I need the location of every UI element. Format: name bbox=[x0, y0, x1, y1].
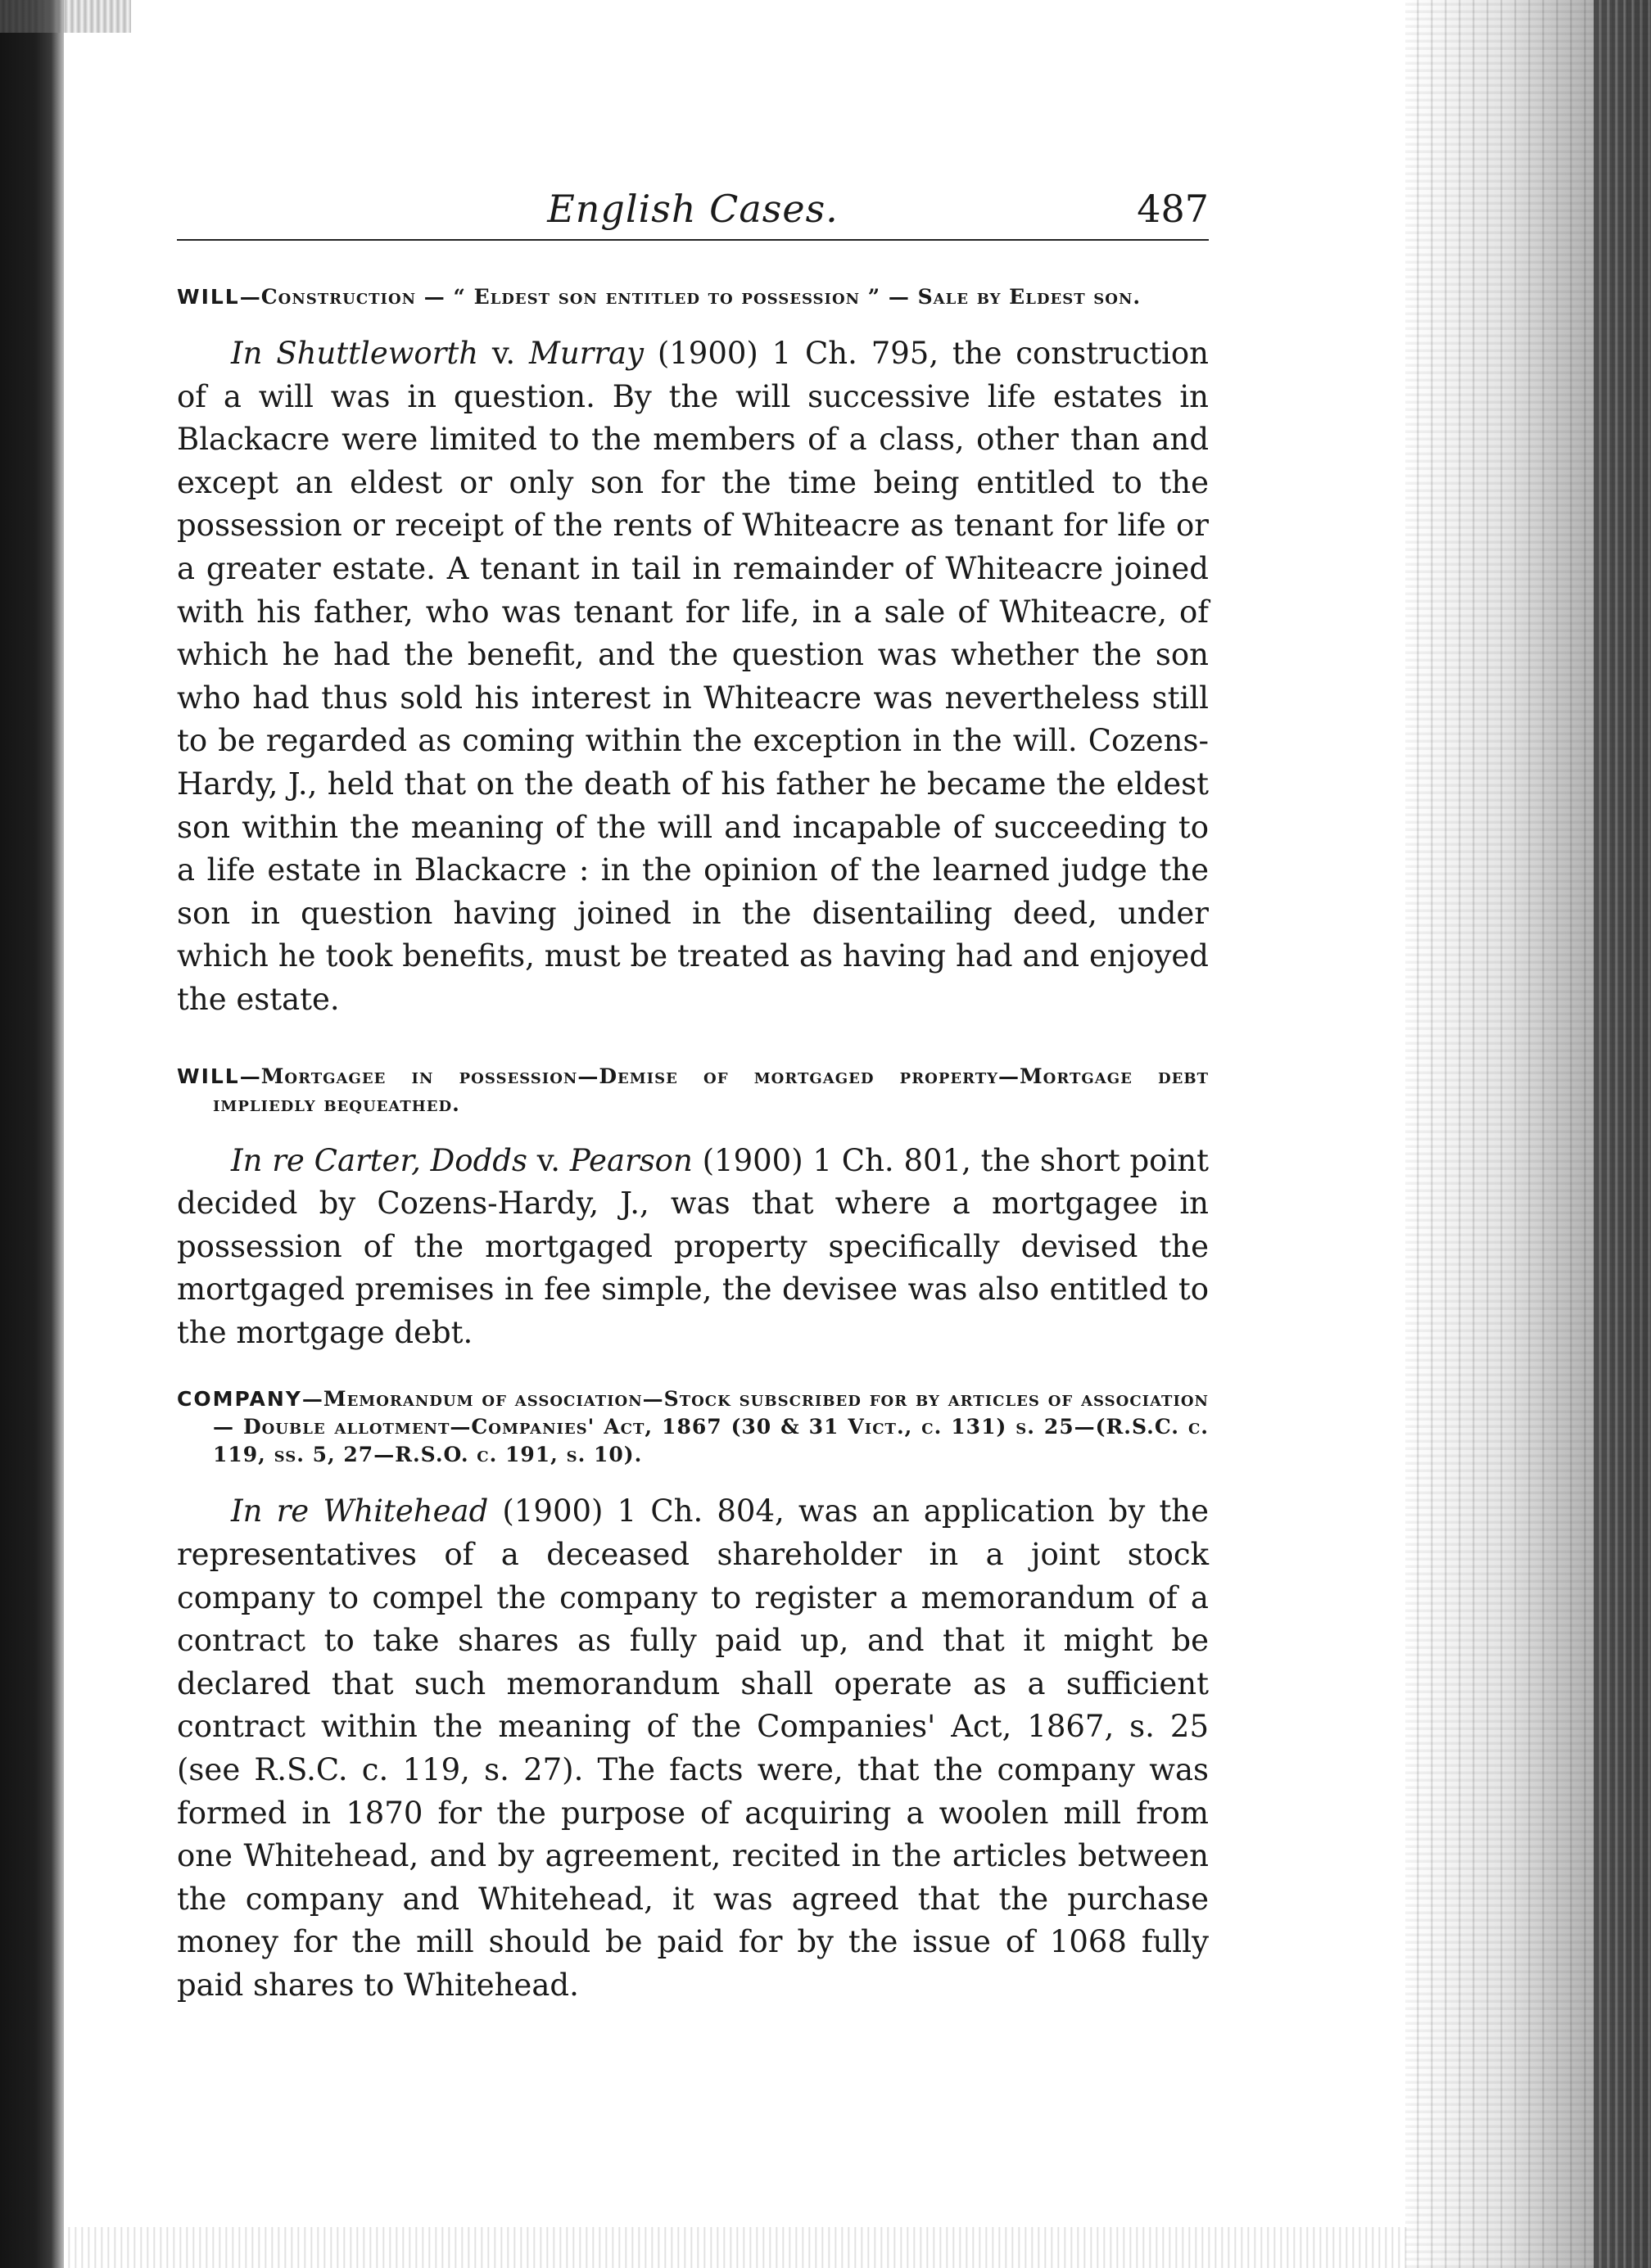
headnote-lead: WILL bbox=[177, 1064, 240, 1088]
headnote-text: —Construction — “ Eldest son entitled to possession ” — Sale by Eldest son. bbox=[239, 285, 1142, 309]
case-paragraph bbox=[177, 1490, 1209, 2007]
page-number: 487 bbox=[1137, 187, 1209, 231]
case-body: (1900) 1 Ch. 801, the short point decided by Cozens-Hardy, J., was that where a mortgagee in possession of the mortgaged property specifically devised the mortgaged premises in fee simple, the devisee was also entitled to the mortgage debt. bbox=[177, 1142, 1209, 1350]
case-body: (1900) 1 Ch. 804, was an application by the representatives of a deceased shareholder in a joint stock company to compel the company to register a memorandum of a contract to take shares as fully paid up, and that it might be declared that such memorandum shall operate as a sufficient contract within the meaning of the Companies' Act, 1867, s. 25 (see R.S.C. c. 119, s. 27). The facts were, that the company was formed in 1870 for the purpose of acquiring a woolen mill from one Whitehead, and by agreement, recited in the articles between the company and Whitehead, it was agreed that the purchase money for the mill should be paid for by the issue of 1068 fully paid shares to Whitehead. bbox=[177, 1493, 1210, 2003]
case-versus: v. bbox=[478, 336, 529, 371]
case-body: (1900) 1 Ch. 795, the construction of a will was in question. By the will successive life estates in Blackacre were limited to the members of a class, other than and except an eldest or only son for the time being entitled to the possession or receipt of the rents of Whiteacre as tenant for life or a greater estate. A tenant in tail in remainder of Whiteacre joined with his father, who was tenant for life, in a sale of Whiteacre, of which he had the benefit, and the question was whether the son who had thus sold his interest in Whiteacre was nevertheless still to be regarded as coming within the exception in the will. Cozens-Hardy, J., held that on the death of his father he became the eldest son within the meaning of the will and incapable of succeeding to a life estate in Blackacre : in the opinion of the learned judge the son in question having joined in the disentailing deed, under which he took benefits, must be treated as having had and enjoyed the estate. bbox=[177, 336, 1210, 1017]
case-name: In Shuttleworth bbox=[231, 336, 479, 371]
case-name: In re Whitehead bbox=[231, 1493, 489, 1529]
headnote-company-memorandum bbox=[177, 1385, 1209, 1469]
page-header bbox=[177, 172, 1209, 241]
scan-top-noise bbox=[0, 0, 131, 33]
case-name: In re Carter, Dodds bbox=[231, 1142, 527, 1178]
case-name: Pearson bbox=[569, 1142, 693, 1178]
headnote-lead: WILL bbox=[177, 285, 240, 309]
headnote-will-mortgagee bbox=[177, 1063, 1209, 1118]
case-versus: v. bbox=[527, 1142, 570, 1178]
headnote-will-construction bbox=[177, 283, 1209, 311]
case-name: Murray bbox=[528, 336, 645, 371]
case-paragraph bbox=[177, 332, 1209, 1022]
case-paragraph bbox=[177, 1140, 1209, 1355]
headnote-lead: COMPANY bbox=[177, 1387, 302, 1412]
scan-spine-shadow bbox=[0, 0, 64, 2268]
scan-bottom-noise bbox=[64, 2227, 1407, 2268]
headnote-text: —Memorandum of association—Stock subscribed for by articles of association — Double allotment—Companies' Act, 1867 (30 & 31 Vict., c. 131) s. 25—(R.S.C. c. 119, ss. 5, 27—R.S.O. c. 191, s. 10). bbox=[213, 1387, 1209, 1467]
running-title: English Cases. bbox=[547, 187, 839, 231]
headnote-text: —Mortgagee in possession—Demise of mortgaged property—Mortgage debt impliedly bequeathed. bbox=[213, 1064, 1209, 1116]
scan-edge-dark bbox=[1594, 0, 1651, 2268]
book-page bbox=[177, 172, 1209, 2008]
